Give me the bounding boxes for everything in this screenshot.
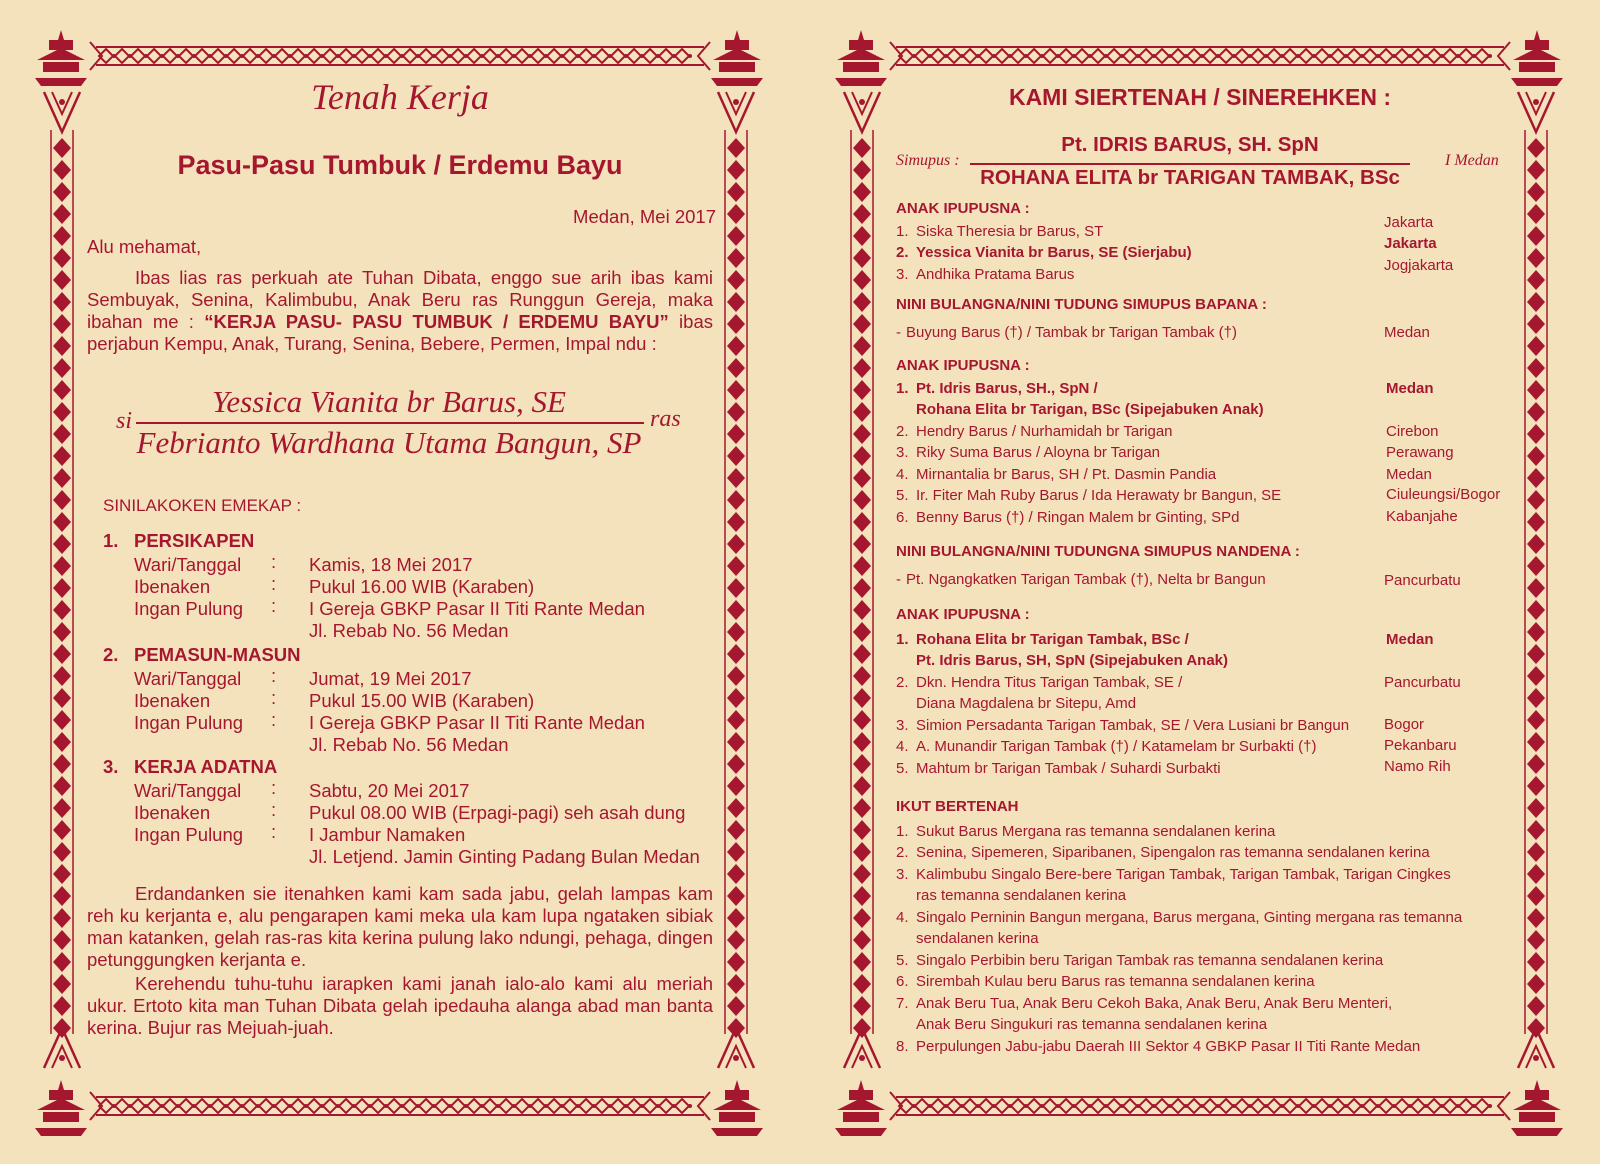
- label-date: Wari/Tanggal: [134, 668, 242, 689]
- section-children-2: [896, 355, 1536, 528]
- list-item: 4. Singalo Perninin Bangun mergana, Barus mergana, Ginting mergana ras temanna sendalanen kerina: [896, 908, 1463, 947]
- event-1: [103, 530, 723, 642]
- label-time: Ibenaken: [134, 576, 211, 597]
- colon: :: [271, 595, 277, 616]
- page-title: Pasu-Pasu Tumbuk / Erdemu Bayu: [177, 150, 623, 180]
- list-item: 6. Benny Barus (†) / Ringan Malem br Ginting, SPd Kabanjahe: [896, 507, 1458, 526]
- pavilion-ornament: [35, 1080, 87, 1136]
- list-item: 5. Ir. Fiter Mah Ruby Barus / Ida Herawaty br Bangun, SE Ciuleungsi/Bogor: [896, 486, 1501, 504]
- father-name: Pt. IDRIS BARUS, SH. SpN: [1061, 133, 1319, 156]
- value-date: Sabtu, 20 Mei 2017: [309, 780, 470, 801]
- vertical-band: [725, 130, 747, 1038]
- colon: :: [271, 665, 277, 686]
- value-address: Jl. Rebab No. 56 Medan: [309, 734, 509, 755]
- value-date: Jumat, 19 Mei 2017: [309, 668, 472, 689]
- list-item: 2. Yessica Vianita br Barus, SE (Sierjabu) Jakarta: [896, 235, 1437, 261]
- intro-text-a: Ibas lias ras perkuah ate Tuhan Dibata, enggo sue arih ibas kami Sembuyak, Senina, Kalimbubu, Anak Beru ras Runggun Gereja, maka ibahan me :: [87, 267, 713, 332]
- value-place: I Jambur Namaken: [309, 824, 466, 845]
- heading-script: Tenah Kerja: [311, 77, 489, 117]
- intro-paragraph: [87, 267, 713, 355]
- event-title: PERSIKAPEN: [134, 530, 255, 551]
- value-time: Pukul 08.00 WIB (Erpagi-pagi) seh asah dung: [309, 802, 686, 823]
- horizontal-band: [890, 1092, 1510, 1120]
- event-title: KERJA ADATNA: [134, 756, 278, 777]
- intro-event-name: “KERJA PASU- PASU TUMBUK / ERDEMU BAYU”: [204, 311, 669, 332]
- section-paternal-grandparents: [896, 294, 1536, 343]
- list-item: 2. Senina, Sipemeren, Siparibanen, Sipengalon ras temanna sendalanen kerina: [896, 844, 1430, 861]
- list-item: 4. Mirnantalia br Barus, SH / Pt. Dasmin Pandia Medan: [896, 465, 1432, 483]
- list-item: 8. Perpulungen Jabu-jabu Daerah III Sektor 4 GBKP Pasar II Titi Rante Medan: [896, 1037, 1421, 1055]
- event-number: 1.: [103, 530, 119, 551]
- groom-name: Febrianto Wardhana Utama Bangun, SP: [136, 425, 642, 460]
- list-item: 5. Singalo Perbibin beru Tarigan Tambak ras temanna sendalanen kerina: [896, 951, 1384, 969]
- colon: :: [271, 821, 277, 842]
- section-heading: ANAK IPUPUSNA :: [896, 606, 1030, 623]
- value-place: I Gereja GBKP Pasar II Titi Rante Medan: [309, 712, 645, 733]
- list-item: 5. Mahtum br Tarigan Tambak / Suhardi Surbakti Namo Rih: [896, 757, 1451, 777]
- list-item: 3. Andhika Pratama Barus Jogjakarta: [896, 256, 1454, 283]
- list-item: 4. A. Munandir Tarigan Tambak (†) / Katamelam br Surbakti (†) Pekanbaru: [896, 737, 1457, 755]
- list-item: 3. Riky Suma Barus / Aloyna br Tarigan Perawang: [896, 444, 1454, 461]
- section-co-inviters: [896, 796, 1536, 1057]
- parents-city: I Medan: [1445, 152, 1499, 169]
- label-date: Wari/Tanggal: [134, 780, 242, 801]
- bride-name: Yessica Vianita br Barus, SE: [212, 384, 566, 419]
- label-place: Ingan Pulung: [134, 824, 244, 845]
- section-children-1: [896, 198, 1536, 285]
- label-date: Wari/Tanggal: [134, 554, 242, 575]
- value-address: Jl. Rebab No. 56 Medan: [309, 620, 509, 641]
- vertical-band: [851, 130, 873, 1038]
- value-address: Jl. Letjend. Jamin Ginting Padang Bulan Medan: [309, 846, 700, 867]
- event-number: 2.: [103, 644, 119, 665]
- mother-name: ROHANA ELITA br TARIGAN TAMBAK, BSc: [980, 166, 1400, 189]
- list-item: 1. Rohana Elita br Tarigan Tambak, BSc / Pt. Idris Barus, SH, SpN (Sipejabuken Anak) Medan: [896, 630, 1434, 669]
- event-2: [103, 644, 723, 756]
- list-item: - Pt. Ngangkatken Tarigan Tambak (†), Nelta br Bangun Pancurbatu: [896, 570, 1461, 589]
- event-number: 3.: [103, 756, 119, 777]
- label-time: Ibenaken: [134, 690, 211, 711]
- right-invitation-page: [800, 0, 1600, 1164]
- greeting: Alu mehamat,: [87, 236, 202, 257]
- couple-ras: ras: [650, 406, 681, 432]
- section-heading: IKUT BERTENAH: [896, 798, 1019, 815]
- colon: :: [271, 551, 277, 572]
- label-time: Ibenaken: [134, 802, 211, 823]
- horizontal-band: [890, 42, 1510, 70]
- value-time: Pukul 15.00 WIB (Karaben): [309, 690, 535, 711]
- section-children-3: [896, 604, 1536, 779]
- colon: :: [271, 799, 277, 820]
- pavilion-ornament: [711, 1080, 763, 1136]
- pavilion-ornament: [1511, 1080, 1563, 1136]
- page-title: KAMI SIERTENAH / SINEREHKEN :: [1008, 84, 1392, 110]
- pavilion-ornament: [1511, 30, 1563, 86]
- section-heading: NINI BULANGNA/NINI TUDUNGNA SIMUPUS NANDENA :: [896, 543, 1300, 560]
- event-title: PEMASUN-MASUN: [134, 644, 301, 665]
- value-time: Pukul 16.00 WIB (Karaben): [309, 576, 535, 597]
- list-item: 7. Anak Beru Tua, Anak Beru Cekoh Baka, Anak Beru, Anak Beru Menteri, Anak Beru Singukuri ras temanna sendalanen kerina: [896, 994, 1393, 1033]
- event-3: [103, 756, 723, 868]
- closing-paragraph-1: Erdandanken sie itenahken kami kam sada jabu, gelah lampas kam reh ku kerjanta e, alu pengarapen kami meka ula kam lupa ngataken sibiak man katanken, gelah ras-ras kita kerina pulung lako ndungi, pehaga, dingen petunggungken kerjanta e.: [87, 883, 713, 970]
- section-heading: ANAK IPUPUSNA :: [896, 200, 1030, 217]
- place-date: Medan, Mei 2017: [573, 206, 716, 227]
- list-item: 6. Sirembah Kulau beru Barus ras temanna sendalanen kerina: [896, 973, 1315, 990]
- closing-paragraph-2: Kerehendu tuhu-tuhu iarapken kami janah ialo-alo kami alu meriah ukur. Ertoto kita man Tuhan Dibata gelah ipedauha alanga abad man banta kerina. Bujur ras Mejuah-juah.: [87, 973, 713, 1038]
- section-heading: ANAK IPUPUSNA :: [896, 357, 1030, 374]
- simupus-label: Simupus :: [896, 152, 960, 169]
- list-item: 3. Simion Persadanta Tarigan Tambak, SE / Vera Lusiani br Bangun Bogor: [896, 715, 1425, 734]
- couple-divider: [136, 422, 644, 424]
- label-place: Ingan Pulung: [134, 598, 244, 619]
- colon: :: [271, 687, 277, 708]
- horizontal-band: [90, 1092, 710, 1120]
- list-item: 2. Dkn. Hendra Titus Tarigan Tambak, SE / Diana Magdalena br Sitepu, Amd Pancurbatu: [896, 673, 1461, 712]
- list-item: 1. Sukut Barus Mergana ras temanna sendalanen kerina: [896, 822, 1276, 840]
- pavilion-ornament: [835, 1080, 887, 1136]
- vertical-band: [51, 130, 73, 1038]
- pavilion-ornament: [835, 30, 887, 86]
- list-item: 3. Kalimbubu Singalo Bere-bere Tarigan Tambak, Tarigan Tambak, Tarigan Cingkes ras temanna sendalanen kerina: [896, 865, 1451, 904]
- value-place: I Gereja GBKP Pasar II Titi Rante Medan: [309, 598, 645, 619]
- intro-text-b: ibas perjabun Kempu, Anak, Turang, Senina, Bebere, Permen, Impal ndu :: [87, 311, 713, 354]
- list-item: 1. Pt. Idris Barus, SH., SpN / Rohana Elita br Tarigan, BSc (Sipejabuken Anak) Medan: [896, 379, 1434, 418]
- section-maternal-grandparents: [896, 541, 1536, 590]
- list-item: 2. Hendry Barus / Nurhamidah br Tarigan Cirebon: [896, 422, 1439, 440]
- events-heading: SINILAKOKEN EMEKAP :: [103, 496, 302, 515]
- list-item: - Buyung Barus (†) / Tambak br Tarigan Tambak (†) Medan: [896, 323, 1430, 341]
- list-item: 1. Siska Theresia br Barus, ST Jakarta: [896, 213, 1434, 240]
- colon: :: [271, 777, 277, 798]
- section-heading: NINI BULANGNA/NINI TUDUNG SIMUPUS BAPANA :: [896, 296, 1267, 313]
- value-date: Kamis, 18 Mei 2017: [309, 554, 473, 575]
- parents-divider: [970, 163, 1410, 165]
- couple-si: si: [116, 408, 133, 434]
- colon: :: [271, 573, 277, 594]
- colon: :: [271, 709, 277, 730]
- horizontal-band: [90, 42, 710, 70]
- label-place: Ingan Pulung: [134, 712, 244, 733]
